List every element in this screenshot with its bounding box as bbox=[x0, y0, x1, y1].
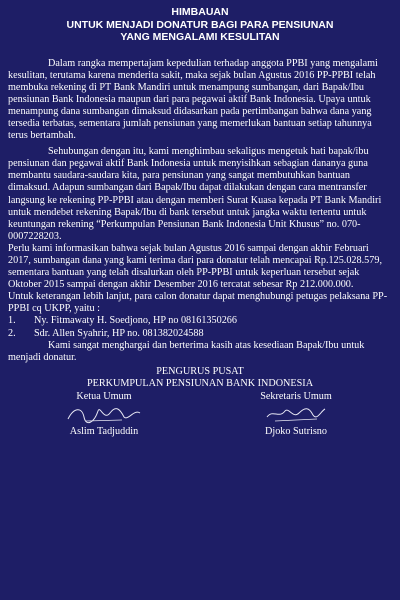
list-item-text: Sdr. Allen Syahrir, HP no. 081382024588 bbox=[34, 327, 204, 339]
paragraph-3: Perlu kami informasikan bahwa sejak bulan Agustus 2016 sampai dengan akhir Februari 2017, sumbangan dana yang kami terima dari para donatur telah mencapai Rp.125.028.579, sementara bantuan yang telah disalurkan oleh PP-PPBI untuk keperluan tersebut sejak Oktober 2015 sampai dengan akhir Desember 2016 tercatat sebesar Rp 212.000.000. bbox=[8, 242, 382, 291]
signature-roles bbox=[8, 391, 392, 402]
document-body bbox=[8, 58, 392, 364]
role-left: Ketua Umum bbox=[76, 390, 132, 402]
contact-list bbox=[8, 315, 392, 339]
paragraph-4: Untuk keterangan lebih lanjut, para calon donatur dapat menghubungi petugas pelaksana PP-PPBI cq UKPP, yaitu : bbox=[8, 291, 388, 315]
paragraph-2: Sehubungan dengan itu, kami menghimbau sekaligus mengetuk hati bapak/ibu pensiunan dan pegawai aktif Bank Indonesia untuk menyisihkan sebagian dananya guna membantu saudara-saudara kita, para pensiunan yang sangat membutuhkan bantuan dimaksud. Adapun sumbangan dari Bapak/Ibu dapat dilakukan dengan cara mentransfer langsung ke rekening PP-PPBI atau dengan memberi Surat Kuasa kepada PT Bank Mandiri untuk mendebet rekening Bapak/Ibu di bank tersebut untuk jangka waktu tertentu untuk keuntungan rekening “Perkumpulan Pensiunan Bank Indonesia Unit Khusus” no. 070-0007228203. bbox=[8, 146, 382, 242]
name-right: Djoko Sutrisno bbox=[265, 425, 327, 437]
name-left: Aslim Tadjuddin bbox=[69, 425, 139, 437]
list-item-number: 1. bbox=[8, 315, 16, 327]
role-right: Sekretaris Umum bbox=[260, 390, 332, 402]
title-line-1: HIMBAUAN bbox=[171, 6, 229, 18]
list-item bbox=[8, 328, 392, 340]
list-item-text: Ny. Fitmawaty H. Soedjono, HP no 08161350266 bbox=[34, 315, 237, 327]
title-line-2: UNTUK MENJADI DONATUR BAGI PARA PENSIUNAN bbox=[66, 18, 334, 31]
signature-right-icon bbox=[261, 403, 331, 425]
closing-paragraph: Kami sangat menghargai dan berterima kasih atas kesediaan Bapak/Ibu untuk menjadi donatur. bbox=[8, 339, 365, 363]
org-line-2: PERKUMPULAN PENSIUNAN BANK INDONESIA bbox=[86, 378, 314, 390]
org-line-1: PENGURUS PUSAT bbox=[156, 365, 244, 377]
list-item-number: 2. bbox=[8, 327, 16, 339]
signature-header bbox=[8, 366, 392, 391]
signature-left-icon bbox=[64, 403, 144, 425]
document-title bbox=[8, 6, 392, 44]
list-item bbox=[8, 315, 392, 327]
signature-names bbox=[8, 426, 392, 437]
paragraph-1: Dalam rangka mempertajam kepedulian terhadap anggota PPBI yang mengalami kesulitan, terutama karena menderita sakit, maka sejak bulan Agustus 2016 PP-PPBI telah membuka rekening di PT Bank Mandiri untuk menampung sumbangan, dari Bapak/Ibu pensiunan Bank Indonesia maupun dari para pegawai aktif Bank Indonesia. Upaya untuk menampung dana sumbangan dimaksud didasarkan pada pertimbangan bahwa dana yang tersedia terbatas, sementara jumlah pensiunan yang memerlukan bantuan setiap tahunnya terus bertambah. bbox=[8, 57, 378, 142]
title-line-3: YANG MENGALAMI KESULITAN bbox=[120, 31, 280, 43]
signature-images bbox=[8, 402, 392, 426]
